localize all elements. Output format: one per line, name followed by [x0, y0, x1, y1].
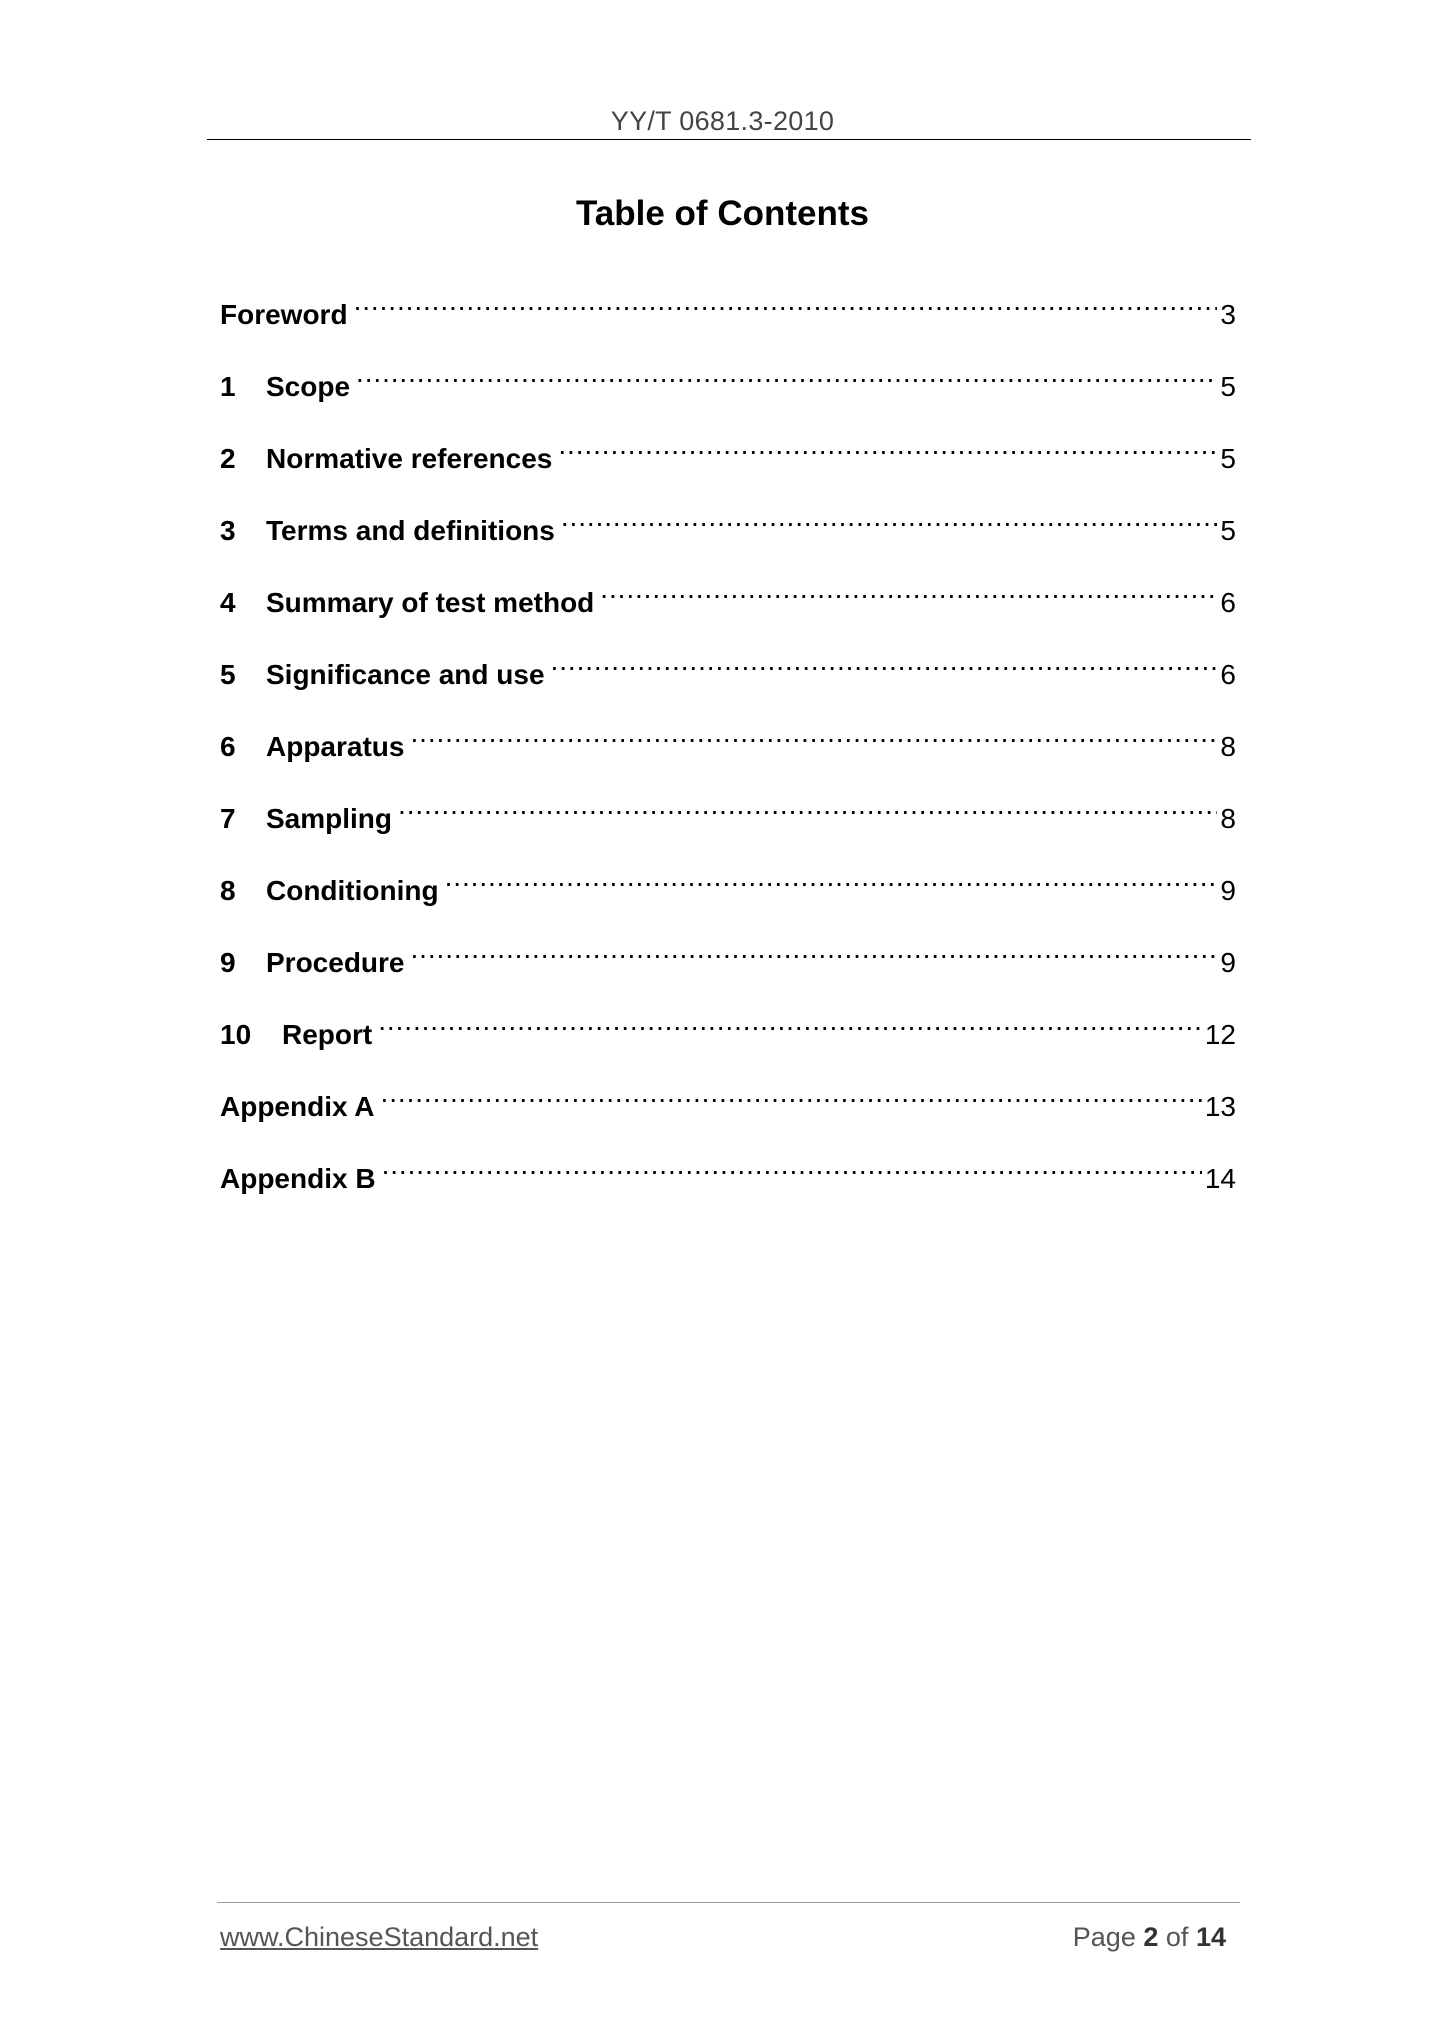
- toc-entry-apparatus[interactable]: [220, 708, 1236, 780]
- toc-dot-leader: [381, 1068, 1202, 1116]
- toc-entry-page: 14: [1204, 1163, 1236, 1194]
- toc-entry-page: 8: [1220, 803, 1236, 834]
- toc-dot-leader: [382, 1140, 1202, 1188]
- footer-divider: [217, 1902, 1240, 1903]
- toc-list: [220, 276, 1236, 1212]
- toc-entry-label: Summary of test method: [266, 587, 595, 618]
- toc-entry-label: Foreword: [220, 299, 348, 330]
- toc-entry-appendix-a[interactable]: [220, 1068, 1236, 1140]
- toc-dot-leader: [600, 564, 1217, 612]
- toc-entry-number: 4: [220, 587, 236, 618]
- toc-entry-number: 9: [220, 947, 236, 978]
- toc-dot-leader: [551, 636, 1218, 684]
- toc-entry-label: Procedure: [266, 947, 405, 978]
- toc-entry-number: 6: [220, 731, 236, 762]
- header-divider: [207, 139, 1251, 140]
- toc-dot-leader: [398, 780, 1217, 828]
- toc-entry-label: Appendix A: [220, 1091, 375, 1122]
- toc-entry-page: 5: [1220, 371, 1236, 402]
- toc-entry-conditioning[interactable]: [220, 852, 1236, 924]
- toc-entry-page: 5: [1220, 515, 1236, 546]
- toc-dot-leader: [378, 996, 1202, 1044]
- toc-entry-label: Terms and definitions: [266, 515, 555, 546]
- footer-website-link[interactable]: www.ChineseStandard.net: [220, 1922, 539, 1952]
- current-page-number: 2: [1143, 1922, 1159, 1952]
- total-pages-number: 14: [1195, 1922, 1226, 1952]
- toc-entry-label: Appendix B: [220, 1163, 376, 1194]
- toc-entry-number: 8: [220, 875, 236, 906]
- toc-entry-page: 5: [1220, 443, 1236, 474]
- toc-dot-leader: [354, 276, 1218, 324]
- toc-entry-significance-and-use[interactable]: [220, 636, 1236, 708]
- footer-page-indicator: [1073, 1922, 1226, 1953]
- toc-entry-scope[interactable]: [220, 348, 1236, 420]
- toc-entry-label: Sampling: [266, 803, 393, 834]
- toc-entry-number: 7: [220, 803, 236, 834]
- toc-dot-leader: [411, 924, 1218, 972]
- toc-dot-leader: [445, 852, 1218, 900]
- toc-entry-procedure[interactable]: [220, 924, 1236, 996]
- toc-entry-report[interactable]: [220, 996, 1236, 1068]
- document-code-header: YY/T 0681.3-2010: [610, 106, 835, 136]
- page-separator: of: [1165, 1922, 1189, 1952]
- toc-entry-appendix-b[interactable]: [220, 1140, 1236, 1212]
- toc-entry-label: Report: [282, 1019, 373, 1050]
- toc-entry-number: 1: [220, 371, 236, 402]
- toc-entry-page: 12: [1204, 1019, 1236, 1050]
- toc-entry-number: 2: [220, 443, 236, 474]
- toc-entry-number: 3: [220, 515, 236, 546]
- toc-entry-label: Apparatus: [266, 731, 405, 762]
- toc-entry-page: 13: [1204, 1091, 1236, 1122]
- toc-entry-page: 9: [1220, 947, 1236, 978]
- toc-entry-label: Conditioning: [266, 875, 439, 906]
- toc-entry-terms-and-definitions[interactable]: [220, 492, 1236, 564]
- toc-entry-page: 6: [1220, 587, 1236, 618]
- toc-entry-foreword[interactable]: [220, 276, 1236, 348]
- toc-dot-leader: [561, 492, 1218, 540]
- toc-dot-leader: [558, 420, 1217, 468]
- toc-entry-summary-of-test-method[interactable]: [220, 564, 1236, 636]
- page-prefix: Page: [1072, 1922, 1136, 1952]
- toc-entry-label: Normative references: [266, 443, 553, 474]
- toc-title: Table of Contents: [576, 194, 869, 233]
- toc-entry-page: 3: [1220, 299, 1236, 330]
- toc-entry-normative-references[interactable]: [220, 420, 1236, 492]
- toc-entry-page: 8: [1220, 731, 1236, 762]
- toc-entry-label: Significance and use: [266, 659, 545, 690]
- toc-entry-number: 5: [220, 659, 236, 690]
- toc-entry-sampling[interactable]: [220, 780, 1236, 852]
- toc-dot-leader: [410, 708, 1217, 756]
- toc-entry-page: 9: [1220, 875, 1236, 906]
- toc-entry-number: 10: [220, 1019, 252, 1050]
- toc-entry-page: 6: [1220, 659, 1236, 690]
- toc-dot-leader: [356, 348, 1217, 396]
- toc-entry-label: Scope: [266, 371, 351, 402]
